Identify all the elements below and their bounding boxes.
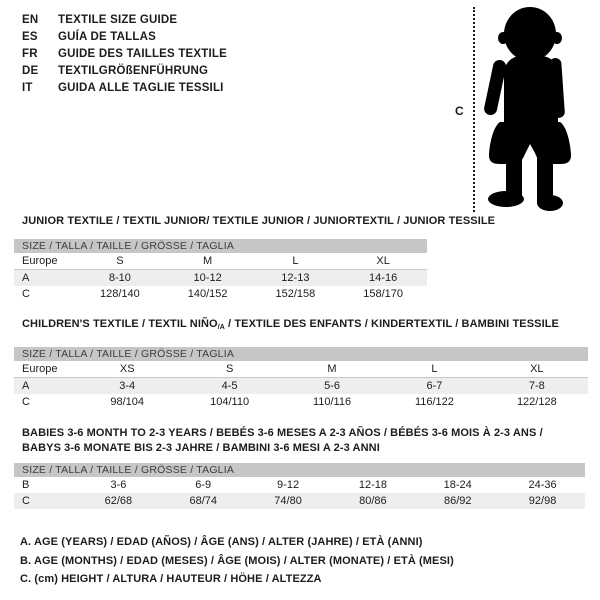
- section-title-children: [22, 317, 559, 335]
- table-cell: 9-12: [277, 479, 300, 491]
- table-cell: 74/80: [274, 495, 302, 507]
- table-cell: 18-24: [443, 479, 472, 491]
- section-title-line1: BABIES 3-6 MONTH TO 2-3 YEARS / BEBÉS 3-6 MESES A 2-3 AÑOS / BÉBÉS 3-6 MOIS À 2-3 ANS /: [22, 427, 543, 439]
- section-title-line2: BABYS 3-6 MONATE BIS 2-3 JAHRE / BAMBINI 3-6 MESI A 2-3 ANNI: [22, 442, 380, 454]
- children-size-table: [14, 347, 588, 410]
- table-cell: 6-7: [426, 380, 443, 392]
- table-row: [14, 394, 588, 410]
- table-cell: 128/140: [99, 288, 140, 300]
- row-label: B: [22, 479, 30, 491]
- language-row: [22, 12, 227, 29]
- table-cell: 5-6: [324, 380, 340, 392]
- size-col-header: S: [225, 363, 234, 375]
- table-cell: 3-6: [110, 479, 127, 491]
- table-row: [14, 286, 427, 302]
- language-code: EN: [22, 14, 39, 26]
- baby-silhouette-icon: [480, 6, 576, 214]
- table-cell: 122/128: [516, 396, 557, 408]
- row-label: Europe: [22, 363, 58, 375]
- section-title-subscript: /A: [217, 324, 225, 331]
- row-label: Europe: [22, 255, 58, 267]
- table-cell: 10-12: [193, 272, 222, 284]
- size-col-header: L: [431, 363, 438, 375]
- size-col-header: S: [116, 255, 124, 267]
- table-cell: 80/86: [359, 495, 387, 507]
- footnote-a: A. AGE (YEARS) / EDAD (AÑOS) / ÂGE (ANS) / ALTER (JAHRE) / ETÀ (ANNI): [20, 536, 423, 548]
- language-row: [22, 63, 227, 80]
- size-col-header: M: [327, 363, 337, 375]
- table-cell: 7-8: [528, 380, 545, 392]
- row-label: C: [22, 288, 30, 300]
- footnote-list: [20, 533, 454, 589]
- babies-size-table: [14, 463, 585, 509]
- table-cell: 98/104: [110, 396, 145, 408]
- table-row: [14, 253, 427, 270]
- table-cell: 92/98: [528, 495, 557, 507]
- row-label: C: [22, 495, 30, 507]
- language-title: TEXTILGRÖßENFÜHRUNG: [58, 65, 209, 77]
- section-title-junior: JUNIOR TEXTILE / TEXTIL JUNIOR/ TEXTILE JUNIOR / JUNIORTEXTIL / JUNIOR TESSILE: [22, 215, 496, 227]
- language-title: GUIDA ALLE TAGLIE TESSILI: [58, 82, 224, 94]
- footnote-b: B. AGE (MONTHS) / EDAD (MESES) / ÂGE (MOIS) / ALTER (MONATE) / ETÀ (MESI): [20, 554, 454, 567]
- size-col-header: L: [292, 255, 299, 267]
- section-title-text: / TEXTILE DES ENFANTS / KINDERTEXTIL / BAMBINI TESSILE: [224, 318, 559, 330]
- section-title-babies: [22, 426, 543, 456]
- size-header-bar: SIZE / TALLA / TAILLE / GRÖSSE / TAGLIA: [14, 463, 585, 477]
- table-cell: 86/92: [443, 495, 472, 507]
- language-title: GUIDE DES TAILLES TEXTILE: [58, 48, 227, 60]
- table-row: [14, 361, 588, 378]
- size-header-bar: SIZE / TALLA / TAILLE / GRÖSSE / TAGLIA: [14, 239, 427, 253]
- table-row: [14, 270, 427, 286]
- height-measure-label: C: [455, 104, 464, 118]
- table-row: [14, 493, 585, 509]
- language-title: GUÍA DE TALLAS: [58, 31, 156, 43]
- table-cell: 68/74: [189, 495, 217, 507]
- size-col-header: M: [203, 255, 213, 267]
- table-cell: 6-9: [195, 479, 212, 491]
- row-label: A: [22, 272, 30, 284]
- size-header-bar: SIZE / TALLA / TAILLE / GRÖSSE / TAGLIA: [14, 347, 588, 361]
- language-code: IT: [22, 82, 33, 94]
- table-cell: 4-5: [221, 380, 238, 392]
- table-cell: 62/68: [104, 495, 133, 507]
- language-row: [22, 80, 227, 97]
- table-row: [14, 477, 585, 493]
- table-row: [14, 378, 588, 394]
- footnote-c: C. (cm) HEIGHT / ALTURA / HAUTEUR / HÖHE / ALTEZZA: [20, 573, 322, 585]
- row-label: C: [22, 396, 30, 408]
- table-cell: 12-18: [358, 479, 387, 491]
- table-cell: 140/152: [187, 288, 228, 300]
- table-cell: 24-36: [528, 479, 557, 491]
- language-code: DE: [22, 65, 39, 77]
- section-title-text: CHILDREN'S TEXTILE / TEXTIL NIÑO: [22, 318, 218, 330]
- language-code: FR: [22, 48, 38, 60]
- table-cell: 12-13: [281, 272, 310, 284]
- table-cell: 104/110: [210, 396, 250, 408]
- size-col-header: XL: [376, 255, 390, 267]
- table-cell: 8-10: [108, 272, 131, 284]
- size-col-header: XL: [530, 363, 544, 375]
- language-code: ES: [22, 31, 38, 43]
- table-cell: 3-4: [119, 380, 136, 392]
- size-col-header: XS: [119, 363, 135, 375]
- table-cell: 158/170: [363, 288, 403, 300]
- language-row: [22, 46, 227, 63]
- language-title-list: [22, 12, 227, 97]
- table-cell: 110/116: [312, 396, 352, 408]
- row-label: A: [22, 380, 30, 392]
- table-cell: 14-16: [369, 272, 398, 284]
- language-row: [22, 29, 227, 46]
- table-cell: 152/158: [275, 288, 316, 300]
- junior-size-table: [14, 239, 427, 302]
- language-title: TEXTILE SIZE GUIDE: [58, 14, 178, 26]
- height-dotted-line: [473, 7, 475, 212]
- table-cell: 116/122: [414, 396, 454, 408]
